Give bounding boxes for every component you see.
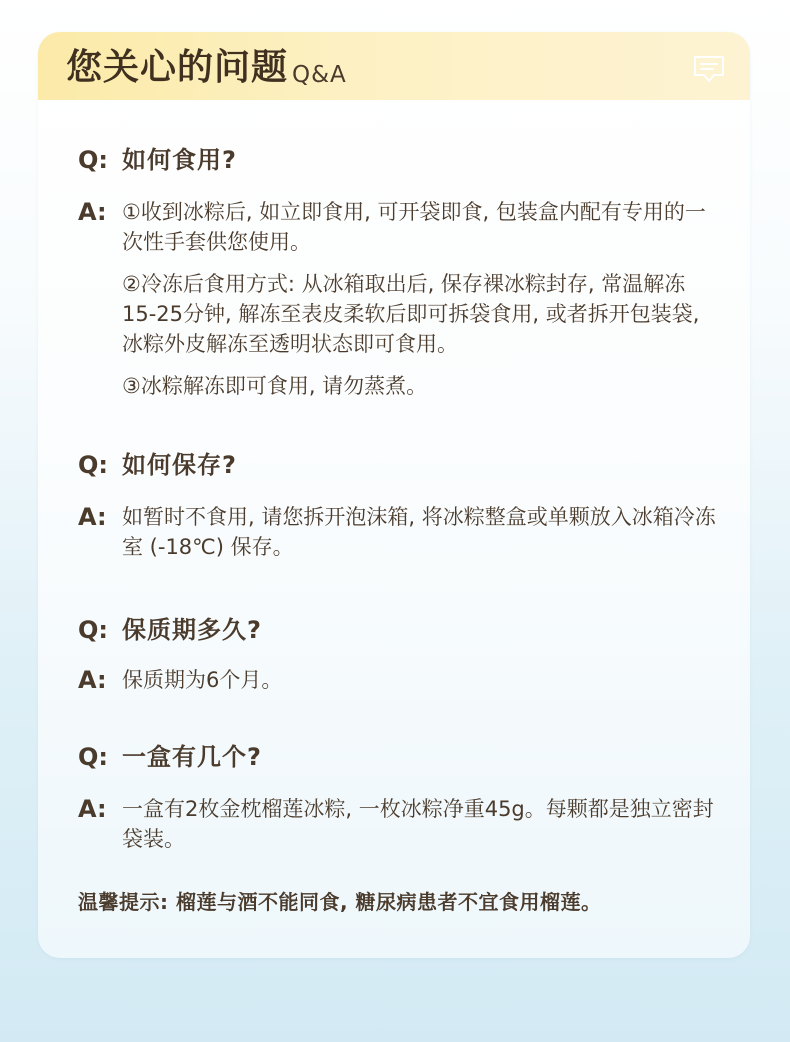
qa-item (78, 445, 718, 562)
question-row (78, 737, 718, 772)
qa-card (38, 32, 750, 958)
warm-tip: 温馨提示: 榴莲与酒不能同食, 糖尿病患者不宜食用榴莲。 (78, 890, 602, 914)
page-subtitle: Q&A (292, 62, 347, 88)
question-text: 一盒有几个? (122, 743, 262, 771)
answer-label: A: (78, 795, 107, 823)
question-row (78, 140, 718, 175)
question-label: Q: (78, 743, 108, 771)
question-label: Q: (78, 451, 108, 479)
answer-text: ③冰粽解冻即可食用, 请勿蒸煮。 (122, 374, 428, 398)
question-text: 如何食用? (122, 146, 237, 174)
answer-body (122, 197, 718, 401)
question-text: 保质期多久? (122, 616, 262, 644)
qa-item (78, 140, 718, 401)
answer-body (122, 502, 718, 562)
question-row (78, 445, 718, 480)
answer-text: 如暂时不食用, 请您拆开泡沫箱, 将冰粽整盒或单颗放入冰箱冷冻室 (-18℃) 保存。 (122, 505, 716, 559)
title-group (66, 46, 347, 90)
answer-text: ①收到冰粽后, 如立即食用, 可开袋即食, 包装盒内配有专用的一次性手套供您使用。 (122, 200, 706, 254)
answer-label: A: (78, 503, 107, 531)
answer-label: A: (78, 198, 107, 226)
question-text: 如何保存? (122, 451, 237, 479)
answer-row (78, 794, 718, 854)
answer-text: 一盒有2枚金枕榴莲冰粽, 一枚冰粽净重45g。每颗都是独立密封袋装。 (122, 797, 714, 851)
question-row (78, 610, 718, 645)
answer-body (122, 794, 718, 854)
qa-list (78, 140, 718, 915)
answer-row (78, 502, 718, 562)
answer-row (78, 197, 718, 401)
qa-item (78, 610, 718, 695)
answer-label: A: (78, 666, 107, 694)
answer-body (122, 665, 718, 695)
chat-bubble-icon (692, 54, 726, 84)
card-header (38, 32, 750, 100)
answer-text: 保质期为6个月。 (122, 668, 283, 692)
qa-item (78, 737, 718, 854)
question-label: Q: (78, 146, 108, 174)
answer-row (78, 665, 718, 695)
page-title: 您关心的问题 (66, 47, 289, 88)
answer-text: ②冷冻后食用方式: 从冰箱取出后, 保存裸冰粽封存, 常温解冻15-25分钟, 解冻至表皮柔软后即可拆袋食用, 或者拆开包装袋, 冰粽外皮解冻至透明状态即可食用。 (122, 272, 700, 356)
question-label: Q: (78, 616, 108, 644)
